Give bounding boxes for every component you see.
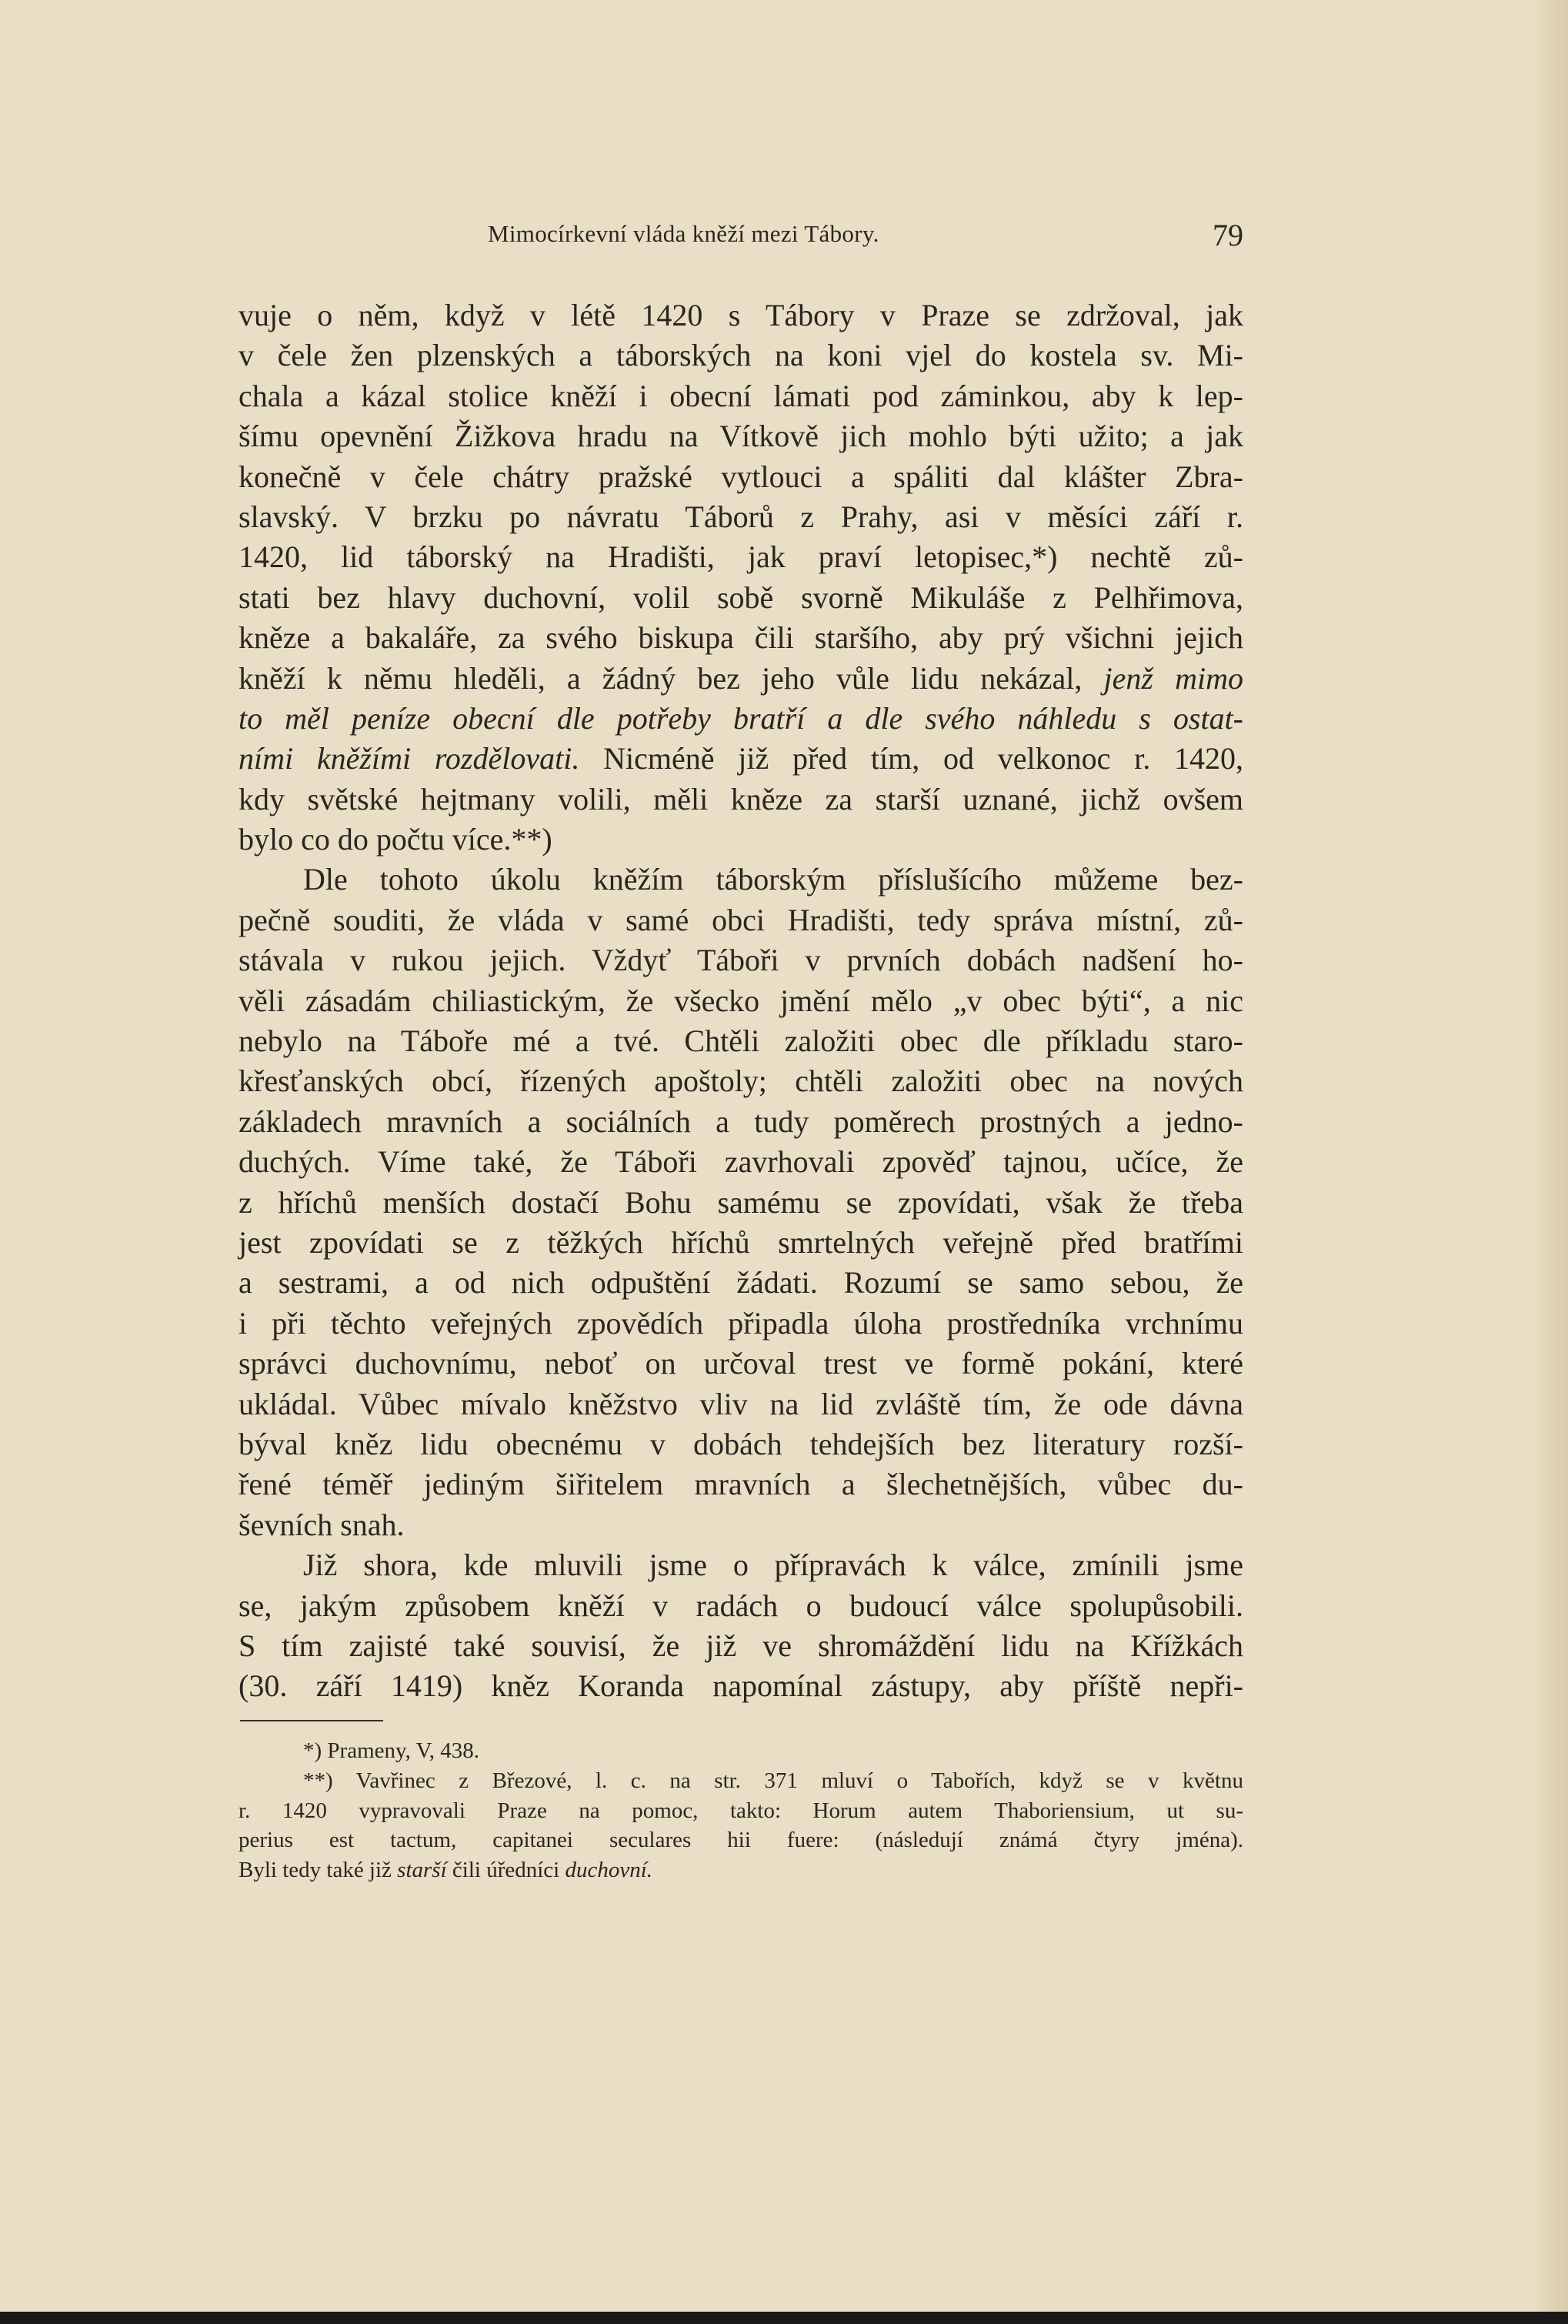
text-line: jest zpovídati se z těžkých hříchů smrtelných veřejně před bratřími [239,1224,1243,1260]
footnote-line: r. 1420 vypravovali Praze na pomoc, takto: Horum autem Thaboriensium, ut su- [239,1798,1243,1823]
footnote-line: *) Prameny, V, 438. [303,1738,480,1763]
text-line: nebylo na Táboře mé a tvé. Chtěli založiti obec dle příkladu staro- [239,1023,1243,1059]
page-number: 79 [1213,218,1243,252]
text-line: stávala v rukou jejich. Vždyť Táboři v prvních dobách nadšení ho- [239,943,1243,978]
running-title: Mimocírkevní vláda kněží mezi Tábory. [488,220,879,247]
text-run: Nicméně již před tím, od velkonoc r. 1420, [603,741,1244,776]
text-line: i při těchto veřejných zpovědích připadla úloha prostředníka vrchnímu [239,1305,1243,1341]
text-line: řené téměř jediným šiřitelem mravních a šlechetnějších, vůbec du- [239,1467,1243,1502]
paragraph-start-line: Dle tohoto úkolu kněžím táborským příslušícího můžeme bez- [303,862,1243,897]
text-line-mixed [239,739,1243,779]
text-line: konečně v čele chátry pražské vytlouci a spáliti dal klášter Zbra- [239,459,1243,494]
italic-run: duchovní. [565,1858,653,1883]
text-line: býval kněz lidu obecnému v dobách tehdejších bez literatury rozší- [239,1426,1243,1461]
text-line: ševních snah. [239,1507,405,1542]
text-line: S tím zajisté také souvisí, že již ve shromáždění lidu na Křížkách [239,1628,1243,1663]
text-line: stati bez hlavy duchovní, volil sobě svorně Mikuláše z Pelhřimova, [239,579,1243,615]
text-run: Byli tedy také již [239,1858,392,1883]
footnote-line: **) Vavřinec z Březové, l. c. na str. 371 mluví o Tabořích, když se v květnu [303,1768,1243,1793]
text-line: kdy světské hejtmany volili, měli kněze za starší uznané, jichž ovšem [239,781,1243,816]
footnote-divider [240,1720,383,1721]
text-line-mixed [239,659,1243,699]
text-line: v čele žen plzenských a táborských na koni vjel do kostela sv. Mi- [239,338,1243,373]
text-line: z hříchů menších dostačí Bohu samému se zpovídati, však že třeba [239,1184,1243,1220]
text-line: kněze a bakaláře, za svého biskupa čili staršího, aby prý všichni jejich [239,620,1243,656]
footnote-line: perius est tactum, capitanei seculares hii fuere: (následují známá čtyry jména). [239,1828,1243,1853]
text-line: chala a kázal stolice kněží i obecní lámati pod záminkou, aby k lep- [239,378,1243,413]
text-line: se, jakým způsobem kněží v radách o budoucí válce spolupůsobili. [239,1588,1243,1623]
footnotes [239,1736,1243,1885]
italic-run: to měl peníze obecní dle potřeby bratří a dle svého náhledu s ostat- [239,700,1243,736]
scan-border [0,2312,1568,2324]
italic-run: starší [397,1858,447,1883]
text-line: správci duchovnímu, neboť on určoval trest ve formě pokání, které [239,1346,1243,1381]
text-line: bylo co do počtu více.**) [239,822,552,857]
page-header [239,217,1243,260]
text-line: pečně souditi, že vláda v samé obci Hradišti, tedy správa místní, zů- [239,902,1243,937]
italic-run: ními kněžími rozdělovati. [239,741,580,776]
italic-run: jenž mimo [1103,660,1243,696]
text-line: věli zásadám chiliastickým, že všecko jmění mělo „v obec býti“, a nic [239,983,1243,1018]
text-line: a sestrami, a od nich odpuštění žádati. Rozumí se samo sebou, že [239,1265,1243,1301]
text-line: základech mravních a sociálních a tudy poměrech prostných a jedno- [239,1104,1243,1139]
text-line-italic [239,699,1243,739]
text-run: kněží k němu hleděli, a žádný bez jeho vůle lidu nekázal, [239,660,1083,696]
text-run: čili úředníci [452,1858,560,1883]
page-edge-shadow [1537,0,1568,2324]
text-line: ukládal. Vůbec mívalo kněžstvo vliv na lid zvláště tím, že ode dávna [239,1386,1243,1421]
text-line: slavský. V brzku po návratu Táborů z Prahy, asi v měsíci září r. [239,499,1243,534]
main-text [239,296,1243,1707]
text-line: duchých. Víme také, že Táboři zavrhovali zpověď tajnou, učíce, že [239,1144,1243,1180]
text-line: vuje o něm, když v létě 1420 s Tábory v Praze se zdržoval, jak [239,298,1243,332]
footnote-line-mixed [239,1855,1243,1885]
text-line: (30. září 1419) kněz Koranda napomínal zástupy, aby příště nepři- [239,1668,1243,1704]
text-line: 1420, lid táborský na Hradišti, jak praví letopisec,*) nechtě zů- [239,539,1243,575]
paragraph-start-line: Již shora, kde mluvili jsme o přípravách k válce, zmínili jsme [303,1548,1243,1583]
text-line: šímu opevnění Žižkova hradu na Vítkově jich mohlo býti užito; a jak [239,419,1243,454]
text-line: křesťanských obcí, řízených apoštoly; chtěli založiti obec na nových [239,1063,1243,1099]
